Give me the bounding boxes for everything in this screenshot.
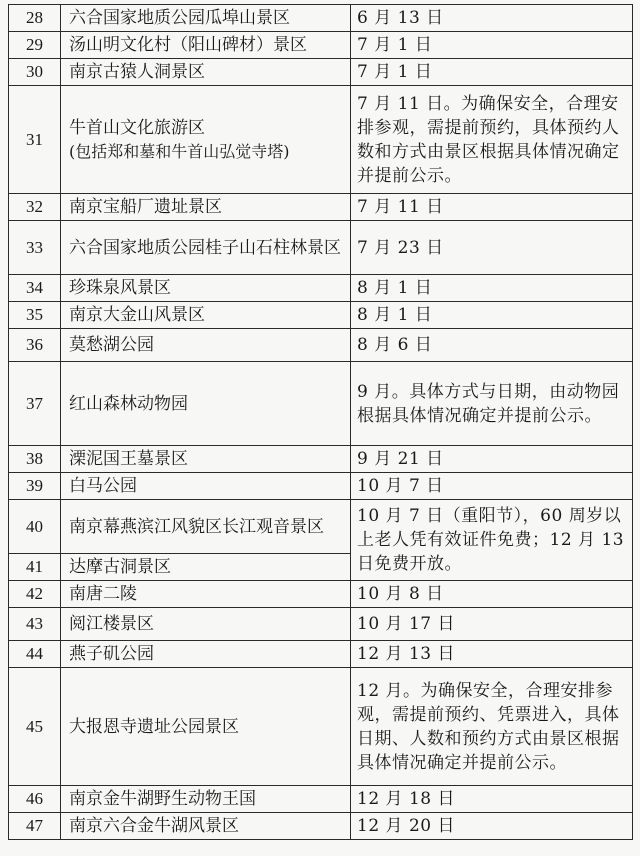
row-number: 29 bbox=[9, 32, 61, 59]
row-number: 33 bbox=[9, 221, 61, 275]
row-number: 42 bbox=[9, 581, 61, 608]
scenic-spot-name bbox=[61, 59, 351, 86]
scenic-spot-name-text: 大报恩寺遗址公园景区 bbox=[69, 716, 239, 737]
row-number: 43 bbox=[9, 608, 61, 641]
scenic-spot-name-text: 南京宝船厂遗址景区 bbox=[69, 197, 222, 217]
scenic-spot-name bbox=[61, 362, 351, 446]
scenic-spot-name bbox=[61, 473, 351, 500]
row-number: 36 bbox=[9, 329, 61, 362]
row-number: 44 bbox=[9, 641, 61, 668]
scenic-spot-name-text: 溧泥国王墓景区 bbox=[69, 449, 188, 469]
row-number: 41 bbox=[9, 554, 61, 581]
table-row bbox=[9, 5, 633, 32]
table-row bbox=[9, 275, 633, 302]
free-opening-date: 8 月 1 日 bbox=[351, 275, 633, 302]
scenic-spot-name-text: 达摩古洞景区 bbox=[69, 557, 171, 577]
table-row bbox=[9, 302, 633, 329]
free-opening-date: 8 月 1 日 bbox=[351, 302, 633, 329]
scenic-spot-name-text: 阅江楼景区 bbox=[69, 614, 154, 634]
row-number: 47 bbox=[9, 813, 61, 840]
table-row bbox=[9, 194, 633, 221]
scenic-spot-name bbox=[61, 194, 351, 221]
scenic-spot-name bbox=[61, 446, 351, 473]
table-row bbox=[9, 86, 633, 194]
row-number: 31 bbox=[9, 86, 61, 194]
scenic-spot-name-text: 南唐二陵 bbox=[69, 584, 137, 604]
free-opening-date: 9 月 21 日 bbox=[351, 446, 633, 473]
free-opening-date: 7 月 11 日 bbox=[351, 194, 633, 221]
scenic-spot-name bbox=[61, 275, 351, 302]
scenic-spot-name bbox=[61, 581, 351, 608]
free-opening-date: 12 月 13 日 bbox=[351, 641, 633, 668]
free-opening-date: 12 月。为确保安全，合理安排参观，需提前预约、凭票进入，具体日期、人数和预约方式由景区根据具体情况确定并提前公示。 bbox=[351, 668, 633, 786]
scenic-spot-name-text: 珍珠泉风景区 bbox=[69, 278, 171, 298]
scenic-spot-name-text: 六合国家地质公园桂子山石柱林景区 bbox=[69, 237, 341, 258]
free-opening-date: 7 月 1 日 bbox=[351, 59, 633, 86]
table-row bbox=[9, 59, 633, 86]
scenic-spot-name-text: 汤山明文化村（阳山碑材）景区 bbox=[69, 35, 307, 55]
scenic-spot-name bbox=[61, 608, 351, 641]
table-row bbox=[9, 581, 633, 608]
row-number: 38 bbox=[9, 446, 61, 473]
table-row bbox=[9, 500, 633, 554]
scenic-spot-name bbox=[61, 641, 351, 668]
table-row bbox=[9, 362, 633, 446]
table-row bbox=[9, 329, 633, 362]
free-opening-date: 10 月 7 日（重阳节），60 周岁以上老人凭有效证件免费；12 月 13 日免费开放。 bbox=[351, 500, 633, 581]
row-number: 34 bbox=[9, 275, 61, 302]
row-number: 37 bbox=[9, 362, 61, 446]
free-opening-date: 12 月 18 日 bbox=[351, 786, 633, 813]
scenic-spot-name bbox=[61, 86, 351, 194]
scenic-spot-name-text: 莫愁湖公园 bbox=[69, 335, 154, 355]
scenic-spot-name bbox=[61, 786, 351, 813]
table-body bbox=[9, 5, 633, 840]
scenic-spot-name-text: 红山森林动物园 bbox=[69, 393, 188, 414]
scenic-spot-name bbox=[61, 668, 351, 786]
table-row bbox=[9, 446, 633, 473]
scenic-spot-name-text: 牛首山文化旅游区 bbox=[69, 117, 205, 138]
row-number: 46 bbox=[9, 786, 61, 813]
free-opening-date: 9 月。具体方式与日期，由动物园根据具体情况确定并提前公示。 bbox=[351, 362, 633, 446]
scenic-spot-name bbox=[61, 554, 351, 581]
free-opening-date: 10 月 8 日 bbox=[351, 581, 633, 608]
row-number: 28 bbox=[9, 5, 61, 32]
free-opening-date: 6 月 13 日 bbox=[351, 5, 633, 32]
free-opening-date: 10 月 17 日 bbox=[351, 608, 633, 641]
table-row bbox=[9, 813, 633, 840]
scenic-spot-name bbox=[61, 329, 351, 362]
table-row bbox=[9, 668, 633, 786]
scenic-spot-name-text: 六合国家地质公园瓜埠山景区 bbox=[69, 8, 290, 28]
row-number: 45 bbox=[9, 668, 61, 786]
table-row bbox=[9, 473, 633, 500]
scenic-spot-name-text: 南京金牛湖野生动物王国 bbox=[69, 789, 256, 809]
row-number: 32 bbox=[9, 194, 61, 221]
scenic-spot-name-note: (包括郑和墓和牛首山弘觉寺塔) bbox=[69, 141, 290, 161]
scenic-spot-name bbox=[61, 5, 351, 32]
scenic-spots-table bbox=[8, 4, 633, 840]
table-row bbox=[9, 608, 633, 641]
row-number: 40 bbox=[9, 500, 61, 554]
scenic-spot-name bbox=[61, 32, 351, 59]
scenic-spot-name-text: 南京大金山风景区 bbox=[69, 305, 205, 325]
scenic-spot-name-text: 南京幕燕滨江风貌区长江观音景区 bbox=[69, 516, 324, 537]
row-number: 30 bbox=[9, 59, 61, 86]
table-row bbox=[9, 786, 633, 813]
table-row bbox=[9, 221, 633, 275]
scenic-spot-name bbox=[61, 302, 351, 329]
scenic-spot-name-text: 南京古猿人洞景区 bbox=[69, 62, 205, 82]
row-number: 35 bbox=[9, 302, 61, 329]
scenic-spot-name bbox=[61, 813, 351, 840]
scenic-spot-name-text: 燕子矶公园 bbox=[69, 644, 154, 664]
row-number: 39 bbox=[9, 473, 61, 500]
free-opening-date: 8 月 6 日 bbox=[351, 329, 633, 362]
scenic-spot-name bbox=[61, 221, 351, 275]
scenic-spot-name bbox=[61, 500, 351, 554]
free-opening-date: 7 月 1 日 bbox=[351, 32, 633, 59]
table-row bbox=[9, 641, 633, 668]
table-row bbox=[9, 32, 633, 59]
free-opening-date: 12 月 20 日 bbox=[351, 813, 633, 840]
free-opening-date: 7 月 23 日 bbox=[351, 221, 633, 275]
free-opening-date: 7 月 11 日。为确保安全，合理安排参观，需提前预约，具体预约人数和方式由景区根据具体情况确定并提前公示。 bbox=[351, 86, 633, 194]
scenic-spot-name-text: 南京六合金牛湖风景区 bbox=[69, 816, 239, 836]
free-opening-date: 10 月 7 日 bbox=[351, 473, 633, 500]
scenic-spot-name-text: 白马公园 bbox=[69, 476, 137, 496]
